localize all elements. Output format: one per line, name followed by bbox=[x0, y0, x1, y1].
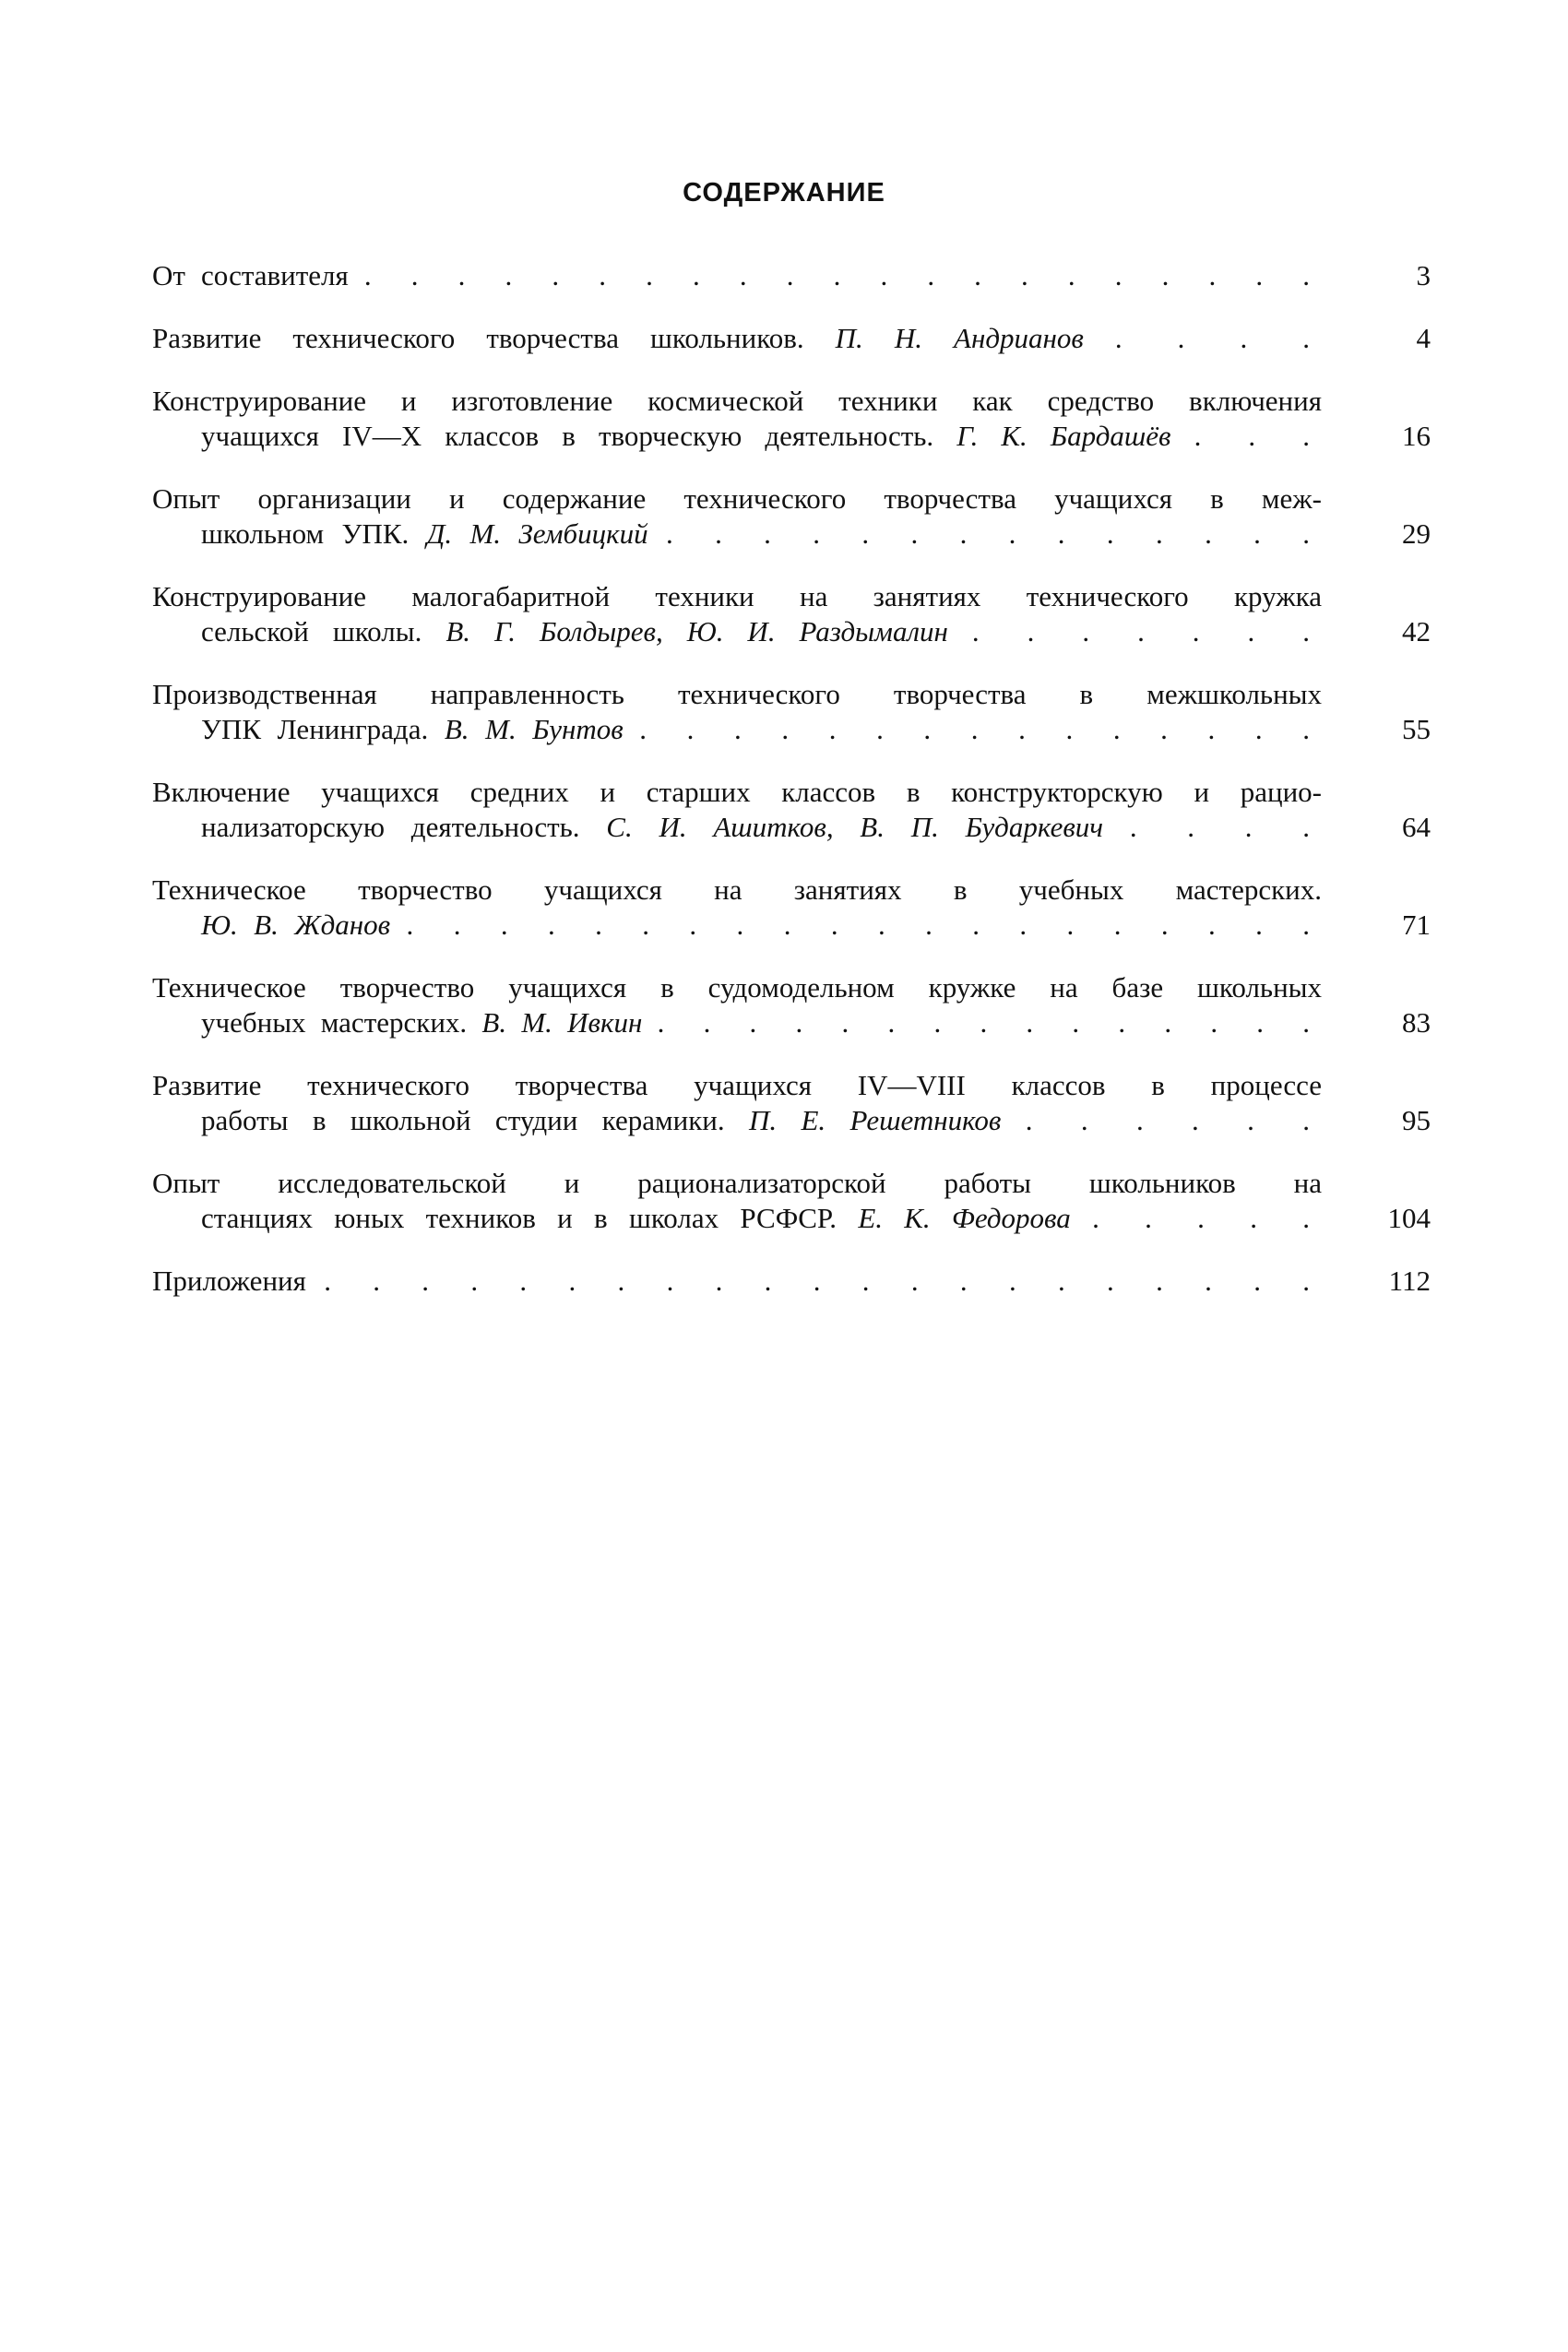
toc-page-number: 71 bbox=[1402, 909, 1431, 941]
toc-entry-title bbox=[152, 384, 1322, 454]
leader-dots: . . . . bbox=[1114, 322, 1323, 354]
page-heading: СОДЕРЖАНИЕ bbox=[683, 178, 885, 208]
leader-dots: . . . . . . bbox=[1025, 1104, 1323, 1136]
toc-entry bbox=[152, 481, 1434, 552]
leader-dots: . . . . . . . . . . . . . . . . . . . . bbox=[406, 909, 1323, 941]
toc-entry-title bbox=[152, 481, 1322, 552]
toc-entry-title bbox=[152, 970, 1322, 1040]
toc-entry-text: От составителя bbox=[152, 259, 349, 291]
toc-entry-text: Опыт исследовательской и рационализаторской работы школьников на bbox=[152, 1167, 1322, 1199]
toc-entry-text: Опыт организации и содержание технического творчества учащихся в меж- bbox=[152, 482, 1322, 515]
toc-entry-author: П. Н. Андрианов bbox=[835, 322, 1084, 354]
toc-entry bbox=[152, 1068, 1434, 1138]
toc-entry bbox=[152, 873, 1434, 943]
leader-dots: . . . bbox=[1194, 420, 1323, 452]
toc-entry bbox=[152, 384, 1434, 454]
toc-entry-text: Конструирование малогабаритной техники на занятиях технического кружка bbox=[152, 580, 1322, 612]
toc-entry-text: Техническое творчество учащихся на занятиях в учебных мастерских. bbox=[152, 873, 1322, 906]
toc-page-number: 64 bbox=[1402, 811, 1431, 843]
leader-dots: . . . . . . . . . . . . . . . . . . . . . bbox=[324, 1265, 1323, 1297]
toc-entry-text: сельской школы. bbox=[201, 615, 422, 647]
toc-entry-title bbox=[152, 1166, 1322, 1236]
toc-entry-author: Е. К. Федорова bbox=[858, 1202, 1071, 1234]
toc-page-number: 16 bbox=[1402, 420, 1431, 452]
toc-entry-title bbox=[152, 775, 1322, 845]
toc-page-number: 112 bbox=[1388, 1265, 1431, 1297]
toc-entry-text: учебных мастерских. bbox=[201, 1006, 468, 1039]
toc-entry-text: Техническое творчество учащихся в судомодельном кружке на базе школьных bbox=[152, 971, 1322, 1004]
toc-page-number: 83 bbox=[1402, 1006, 1431, 1039]
toc-page-number: 55 bbox=[1402, 713, 1431, 745]
toc-entry-text: нализаторскую деятельность. bbox=[201, 811, 580, 843]
leader-dots: . . . . . . . . . . . . . . . bbox=[657, 1006, 1323, 1039]
toc-entry bbox=[152, 677, 1434, 747]
toc-entry bbox=[152, 775, 1434, 845]
toc-page-number: 104 bbox=[1387, 1202, 1431, 1234]
toc-entry-title bbox=[152, 873, 1322, 943]
toc-entry bbox=[152, 1264, 1434, 1299]
toc-entry-title bbox=[152, 258, 1322, 293]
toc-entry-author: Ю. В. Жданов bbox=[201, 909, 391, 941]
leader-dots: . . . . . . . . . . . . . . . bbox=[639, 713, 1322, 745]
toc-entry bbox=[152, 258, 1434, 293]
toc-entry bbox=[152, 579, 1434, 649]
leader-dots: . . . . bbox=[1129, 811, 1323, 843]
toc-entry-title bbox=[152, 1068, 1322, 1138]
toc-entry-text: работы в школьной студии керамики. bbox=[201, 1104, 725, 1136]
toc-entry-author: В. М. Ивкин bbox=[481, 1006, 643, 1039]
toc-entry-author: Д. М. Зембицкий bbox=[426, 517, 648, 550]
toc-page-number: 95 bbox=[1402, 1104, 1431, 1136]
toc-entry-author: В. Г. Болдырев, Ю. И. Раздымалин bbox=[445, 615, 948, 647]
toc-entry-author: Г. К. Бардашёв bbox=[956, 420, 1171, 452]
toc-entry-text: Конструирование и изготовление космической техники как средство включения bbox=[152, 385, 1322, 417]
toc-entry-text: УПК Ленинграда. bbox=[201, 713, 429, 745]
toc-entry bbox=[152, 970, 1434, 1040]
toc-entry-text: Приложения bbox=[152, 1265, 306, 1297]
toc-entry-text: Развитие технического творчества школьников. bbox=[152, 322, 804, 354]
toc-entry-title bbox=[152, 1264, 1322, 1299]
toc-entry-author: В. М. Бунтов bbox=[444, 713, 624, 745]
leader-dots: . . . . . . . . . . . . . . . . . . . . . bbox=[363, 259, 1323, 291]
toc-page-number: 3 bbox=[1416, 259, 1431, 291]
toc-entry-title bbox=[152, 321, 1322, 356]
toc-entry-text: учащихся IV—X классов в творческую деятельность. bbox=[201, 420, 934, 452]
leader-dots: . . . . . . . bbox=[971, 615, 1323, 647]
toc-entry-author: С. И. Ашитков, В. П. Бударкевич bbox=[606, 811, 1104, 843]
toc-page-number: 4 bbox=[1416, 322, 1431, 354]
toc-entry-title bbox=[152, 677, 1322, 747]
leader-dots: . . . . . . . . . . . . . . bbox=[665, 517, 1323, 550]
toc-entry-text: Включение учащихся средних и старших классов в конструкторскую и рацио- bbox=[152, 776, 1322, 808]
toc-entry-text: школьном УПК. bbox=[201, 517, 410, 550]
toc-entry-text: станциях юных техников и в школах РСФСР. bbox=[201, 1202, 837, 1234]
toc-page-number: 29 bbox=[1402, 517, 1431, 550]
toc-entry bbox=[152, 1166, 1434, 1236]
leader-dots: . . . . . bbox=[1092, 1202, 1323, 1234]
toc-entry-text: Развитие технического творчества учащихся IV—VIII классов в процессе bbox=[152, 1069, 1322, 1101]
toc-entry bbox=[152, 321, 1434, 356]
toc-entry-title bbox=[152, 579, 1322, 649]
toc-entry-text: Производственная направленность технического творчества в межшкольных bbox=[152, 678, 1322, 710]
table-of-contents bbox=[152, 258, 1434, 1326]
toc-page-number: 42 bbox=[1402, 615, 1431, 647]
toc-entry-author: П. Е. Решетников bbox=[748, 1104, 1002, 1136]
